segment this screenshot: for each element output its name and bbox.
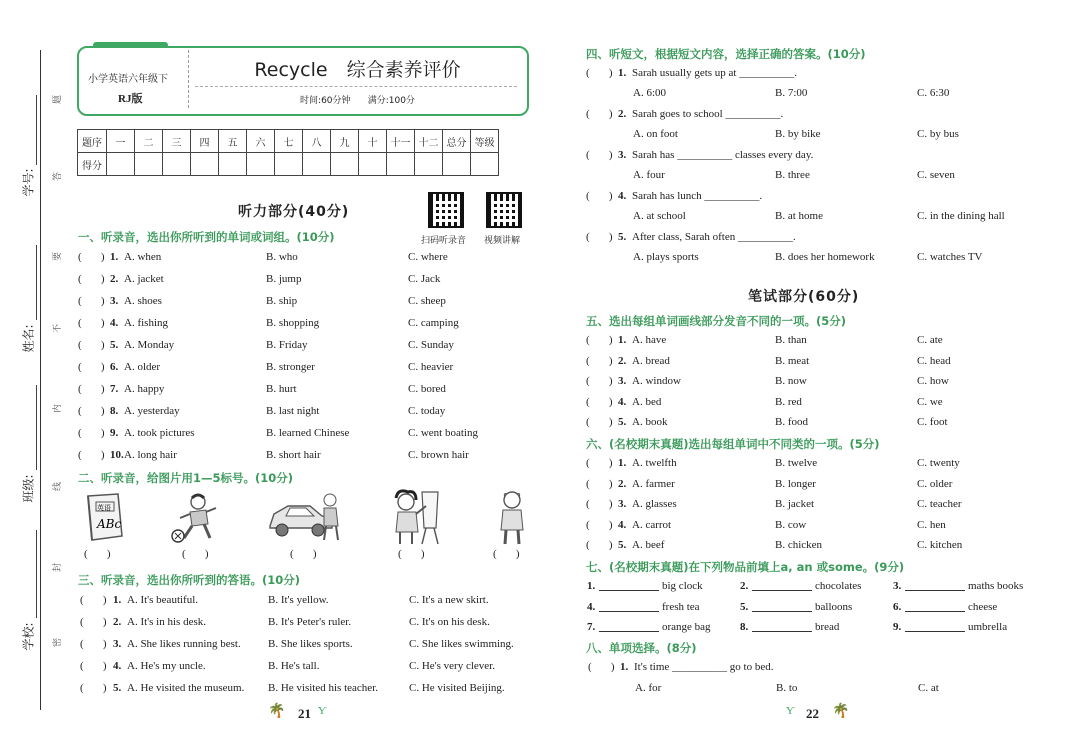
- fill-blank[interactable]: [752, 578, 812, 591]
- score-input[interactable]: [415, 153, 443, 176]
- answer-paren[interactable]: ( ): [586, 477, 613, 490]
- answer-paren[interactable]: ( ): [78, 273, 105, 285]
- palm-icon: 🌴: [268, 704, 286, 719]
- picture-answer-paren[interactable]: ( ): [398, 548, 425, 560]
- answer-paren[interactable]: ( ): [586, 518, 613, 531]
- question-number: 2.: [618, 477, 627, 490]
- question-text: After class, Sarah often __________.: [632, 231, 796, 243]
- score-input[interactable]: [275, 153, 303, 176]
- answer-paren[interactable]: ( ): [78, 339, 105, 351]
- question-number: 9.: [893, 621, 902, 633]
- option-a: A. happy: [124, 383, 165, 395]
- option-c: C. sheep: [408, 295, 446, 307]
- option-a: A. yesterday: [124, 405, 180, 417]
- option-a: A. long hair: [124, 449, 177, 461]
- answer-paren[interactable]: ( ): [80, 616, 107, 628]
- option-b: B. who: [266, 251, 298, 263]
- question-number: 4.: [618, 190, 627, 202]
- question-number: 6.: [893, 600, 902, 613]
- item-word: cheese: [968, 600, 998, 613]
- score-cell: 十二: [415, 130, 443, 153]
- question-number: 9.: [110, 427, 119, 439]
- question-number: 8.: [110, 405, 119, 417]
- picture-answer-paren[interactable]: ( ): [182, 548, 209, 560]
- section-3-title: 三、听录音，选出你所听到的答语。(10分): [78, 573, 301, 587]
- option-b: B. ship: [266, 295, 298, 307]
- score-cell: 一: [107, 130, 135, 153]
- item-word: chocolates: [815, 580, 862, 592]
- answer-paren[interactable]: ( ): [78, 295, 105, 307]
- answer-paren[interactable]: ( ): [586, 498, 613, 510]
- answer-paren[interactable]: ( ): [586, 539, 613, 551]
- question-number: 7.: [587, 621, 596, 633]
- score-label: 满分:100分: [367, 96, 415, 106]
- option-b: B. He's tall.: [268, 660, 320, 672]
- question-number: 8.: [740, 621, 749, 633]
- answer-paren[interactable]: ( ): [586, 231, 613, 243]
- option-a: A. at school: [633, 210, 686, 222]
- score-input[interactable]: [219, 153, 247, 176]
- answer-paren[interactable]: ( ): [78, 361, 105, 373]
- question-text: Sarah has __________ classes every day.: [632, 149, 814, 161]
- gutter-name: 姓名:: [21, 324, 36, 353]
- fill-blank[interactable]: [752, 599, 812, 612]
- gutter-blank-4[interactable]: [36, 530, 38, 618]
- gutter-mark: 密: [53, 637, 64, 648]
- answer-paren[interactable]: ( ): [588, 661, 615, 673]
- option-a: A. book: [632, 416, 668, 428]
- score-cell: 十: [359, 130, 387, 153]
- option-b: B. at home: [775, 210, 823, 222]
- football-boy-picture: [170, 492, 220, 544]
- option-a: A. farmer: [632, 477, 675, 490]
- option-c: C. 6:30: [917, 87, 950, 99]
- option-b: B. It's Peter's ruler.: [268, 616, 352, 628]
- question-number: 2.: [618, 108, 627, 120]
- picture-answer-paren[interactable]: ( ): [84, 548, 111, 560]
- palm-icon: 🌴: [832, 704, 850, 719]
- score-cell: 十一: [387, 130, 415, 153]
- item-word: orange bag: [662, 621, 711, 633]
- option-a: A. He's my uncle.: [127, 660, 206, 672]
- score-row-label: 得分: [78, 153, 107, 176]
- answer-paren[interactable]: ( ): [586, 67, 613, 79]
- question-number: 4.: [618, 518, 627, 531]
- option-c: C. twenty: [917, 457, 960, 469]
- option-a: A. plays sports: [633, 251, 699, 263]
- gutter-blank-1[interactable]: [36, 95, 38, 165]
- option-c: C. She likes swimming.: [409, 638, 514, 650]
- option-b: B. by bike: [775, 128, 821, 140]
- version-label: RJ版: [118, 93, 143, 105]
- section-7-title: 七、(名校期末真题)在下列物品前填上a, an 或some。(9分): [586, 560, 905, 574]
- option-a: A. bread: [632, 354, 670, 367]
- score-cell: 三: [163, 130, 191, 153]
- answer-paren[interactable]: ( ): [586, 334, 613, 346]
- washing-car-picture: [266, 492, 346, 542]
- gutter-line: [40, 50, 41, 710]
- option-a: A. have: [632, 334, 667, 346]
- option-b: B. food: [775, 416, 808, 428]
- score-table: [77, 129, 499, 176]
- gutter-mark: 答: [53, 171, 64, 182]
- item-word: balloons: [815, 600, 853, 613]
- written-title: 笔试部分(60分): [748, 289, 860, 305]
- fill-blank[interactable]: [905, 619, 965, 632]
- gutter-mark: 不: [53, 323, 64, 334]
- option-c: C. foot: [917, 416, 948, 428]
- option-c: C. He visited Beijing.: [409, 682, 505, 694]
- fill-blank[interactable]: [599, 578, 659, 591]
- fill-blank[interactable]: [599, 619, 659, 632]
- question-number: 1.: [618, 67, 627, 79]
- option-b: B. She likes sports.: [268, 638, 353, 650]
- item-word: umbrella: [968, 621, 1008, 633]
- option-c: C. how: [917, 375, 949, 387]
- question-number: 4.: [587, 600, 596, 613]
- item-word: bread: [815, 621, 840, 633]
- option-a: A. twelfth: [632, 457, 677, 469]
- option-a: A. It's in his desk.: [127, 616, 206, 628]
- question-number: 2.: [618, 354, 627, 367]
- grade-label: 小学英语六年级下: [88, 74, 168, 85]
- score-cell: 等级: [471, 130, 499, 153]
- section-2-title: 二、听录音，给图片用1—5标号。(10分): [78, 471, 294, 485]
- fill-blank[interactable]: [905, 578, 965, 591]
- question-number: 3.: [893, 580, 902, 592]
- score-input[interactable]: [303, 153, 331, 176]
- option-a: A. She likes running best.: [127, 638, 241, 650]
- question-number: 5.: [618, 416, 627, 428]
- fill-blank[interactable]: [599, 599, 659, 612]
- option-b: B. meat: [775, 354, 810, 367]
- score-cell: 二: [135, 130, 163, 153]
- option-c: C. heavier: [408, 361, 454, 373]
- answer-paren[interactable]: ( ): [586, 457, 613, 469]
- qr-code-audio[interactable]: [428, 192, 464, 228]
- option-a: A. He visited the museum.: [127, 682, 245, 694]
- option-c: C. today: [408, 405, 446, 417]
- header-dotline: [195, 86, 517, 87]
- question-number: 1.: [618, 457, 627, 469]
- question-number: 1.: [110, 251, 119, 263]
- score-input[interactable]: [191, 153, 219, 176]
- old-man-picture: [497, 490, 527, 546]
- score-input[interactable]: [163, 153, 191, 176]
- question-number: 1.: [620, 661, 629, 673]
- item-word: fresh tea: [662, 600, 700, 613]
- answer-paren[interactable]: ( ): [80, 682, 107, 694]
- section-6-title: 六、(名校期末真题)选出每组单词中不同类的一项。(5分): [586, 437, 880, 451]
- option-a: A. shoes: [124, 295, 162, 307]
- question-number: 6.: [110, 361, 119, 373]
- score-input[interactable]: [359, 153, 387, 176]
- option-b: B. now: [775, 375, 807, 387]
- question-number: 5.: [740, 600, 749, 613]
- item-word: big clock: [662, 580, 703, 592]
- option-a: A. carrot: [632, 518, 672, 531]
- score-input[interactable]: [331, 153, 359, 176]
- option-b: B. Friday: [266, 339, 308, 351]
- question-text: Sarah has lunch __________.: [632, 190, 763, 202]
- option-c: C. we: [917, 395, 943, 408]
- question-number: 5.: [618, 231, 627, 243]
- option-c: C. ate: [917, 334, 943, 346]
- option-c: C. bored: [408, 383, 446, 395]
- book-picture: [84, 492, 124, 542]
- option-a: A. It's beautiful.: [127, 594, 199, 606]
- answer-paren[interactable]: ( ): [80, 594, 107, 606]
- question-number: 3.: [113, 638, 122, 650]
- score-input[interactable]: [135, 153, 163, 176]
- option-c: C. where: [408, 251, 448, 263]
- answer-paren[interactable]: ( ): [586, 375, 613, 387]
- question-number: 4.: [110, 317, 119, 329]
- option-b: B. short hair: [266, 449, 321, 461]
- gutter-mark: 封: [53, 562, 64, 573]
- option-a: A. for: [635, 682, 662, 694]
- option-a: A. glasses: [632, 498, 677, 510]
- option-c: C. Sunday: [408, 339, 454, 351]
- question-number: 3.: [618, 498, 627, 510]
- picture-answer-paren[interactable]: ( ): [290, 548, 317, 560]
- section-4-title: 四、听短文，根据短文内容，选择正确的答案。(10分): [586, 47, 866, 61]
- fill-blank[interactable]: [752, 619, 812, 632]
- question-number: 3.: [110, 295, 119, 307]
- gutter-class: 班级:: [21, 474, 36, 503]
- qr-caption-audio: 扫码听录音: [421, 236, 467, 246]
- gutter-mark: 要: [53, 251, 64, 262]
- exam-meta: [190, 93, 525, 106]
- page-number-left: 21: [298, 706, 311, 721]
- option-a: A. took pictures: [124, 427, 195, 439]
- option-a: A. Monday: [124, 339, 175, 351]
- option-b: B. jacket: [775, 498, 815, 510]
- answer-paren[interactable]: ( ): [586, 149, 613, 161]
- option-a: A. beef: [632, 539, 665, 551]
- option-a: A. four: [633, 169, 665, 181]
- answer-paren[interactable]: ( ): [78, 383, 105, 395]
- option-c: C. brown hair: [408, 449, 469, 461]
- score-cell: 题序: [78, 130, 107, 153]
- score-input[interactable]: [247, 153, 275, 176]
- question-number: 1.: [618, 334, 627, 346]
- score-input[interactable]: [443, 153, 471, 176]
- option-b: B. to: [776, 682, 798, 694]
- option-b: B. hurt: [266, 383, 297, 395]
- listening-title: 听力部分(40分): [238, 204, 350, 220]
- option-c: C. seven: [917, 169, 955, 181]
- option-a: A. fishing: [124, 317, 168, 329]
- answer-paren[interactable]: ( ): [78, 405, 105, 417]
- fill-blank[interactable]: [905, 599, 965, 612]
- question-number: 7.: [110, 383, 119, 395]
- option-c: C. in the dining hall: [917, 210, 1005, 222]
- question-number: 3.: [618, 149, 627, 161]
- option-a: A. when: [124, 251, 162, 263]
- answer-paren[interactable]: ( ): [78, 251, 105, 263]
- gutter-blank-2[interactable]: [36, 245, 38, 320]
- question-number: 4.: [618, 395, 627, 408]
- answer-paren[interactable]: ( ): [78, 449, 105, 461]
- picture-answer-paren[interactable]: ( ): [493, 548, 520, 560]
- option-b: B. learned Chinese: [266, 427, 350, 439]
- answer-paren[interactable]: ( ): [586, 108, 613, 120]
- option-c: C. kitchen: [917, 539, 963, 551]
- option-b: B. last night: [266, 405, 320, 417]
- answer-paren[interactable]: ( ): [80, 660, 107, 672]
- page-title: Recycle 综合素养评价: [254, 59, 461, 81]
- section-8-title: 八、单项选择。(8分): [586, 641, 697, 655]
- score-input[interactable]: [107, 153, 135, 176]
- option-b: B. jump: [266, 273, 302, 285]
- question-text: It's time __________ go to bed.: [634, 661, 774, 673]
- score-cell: 四: [191, 130, 219, 153]
- option-c: C. older: [917, 477, 953, 490]
- option-c: C. It's on his desk.: [409, 616, 490, 628]
- answer-paren[interactable]: ( ): [586, 395, 613, 408]
- option-c: C. teacher: [917, 498, 962, 510]
- option-b: B. twelve: [775, 457, 818, 469]
- option-b: B. cow: [775, 518, 807, 531]
- option-b: B. It's yellow.: [268, 594, 329, 606]
- girl-painting-picture: [386, 488, 444, 546]
- qr-caption-video: 视频讲解: [484, 236, 521, 246]
- question-number: 1.: [113, 594, 122, 606]
- question-text: Sarah goes to school __________.: [632, 108, 784, 120]
- svg-text:英语: 英语: [97, 504, 111, 512]
- svg-text:ABc: ABc: [97, 517, 122, 531]
- gutter-student-id: 学号:: [21, 168, 36, 197]
- score-input[interactable]: [387, 153, 415, 176]
- question-number: 1.: [587, 580, 596, 592]
- option-b: B. does her homework: [775, 251, 875, 263]
- question-number: 2.: [110, 273, 119, 285]
- score-cell: 总分: [443, 130, 471, 153]
- option-b: B. longer: [775, 477, 816, 490]
- question-number: 10.: [110, 449, 124, 461]
- answer-paren[interactable]: ( ): [586, 354, 613, 367]
- option-b: B. than: [775, 334, 807, 346]
- score-cell: 五: [219, 130, 247, 153]
- question-number: 5.: [110, 339, 119, 351]
- time-label: 时间:60分钟: [300, 96, 351, 106]
- score-cell: 九: [331, 130, 359, 153]
- gutter-mark: 线: [53, 481, 64, 492]
- option-c: C. watches TV: [917, 251, 983, 263]
- question-number: 2.: [740, 580, 749, 592]
- section-1-title: 一、听录音，选出你所听到的单词或词组。(10分): [78, 230, 335, 244]
- option-a: A. 6:00: [633, 87, 666, 99]
- question-number: 5.: [618, 539, 627, 551]
- option-b: B. stronger: [266, 361, 315, 373]
- option-c: C. by bus: [917, 128, 959, 140]
- option-b: B. three: [775, 169, 810, 181]
- option-c: C. hen: [917, 518, 946, 531]
- score-cell: 六: [247, 130, 275, 153]
- gutter-mark: 内: [53, 403, 64, 414]
- question-number: 4.: [113, 660, 122, 672]
- score-cell: 七: [275, 130, 303, 153]
- score-table-row: [78, 153, 499, 176]
- question-number: 5.: [113, 682, 122, 694]
- answer-paren[interactable]: ( ): [78, 317, 105, 329]
- score-cell: 八: [303, 130, 331, 153]
- option-a: A. bed: [632, 395, 662, 408]
- option-c: C. It's a new skirt.: [409, 594, 489, 606]
- palm-icon: Ƴ: [786, 705, 795, 717]
- answer-paren[interactable]: ( ): [80, 638, 107, 650]
- option-c: C. He's very clever.: [409, 660, 495, 672]
- option-c: C. went boating: [408, 427, 478, 439]
- option-c: C. Jack: [408, 273, 441, 285]
- score-table-header: [78, 130, 499, 153]
- answer-paren[interactable]: ( ): [78, 427, 105, 439]
- question-number: 2.: [113, 616, 122, 628]
- option-c: C. at: [918, 682, 939, 694]
- option-a: A. jacket: [124, 273, 164, 285]
- option-b: B. shopping: [266, 317, 320, 329]
- section-5-title: 五、选出每组单词画线部分发音不同的一项。(5分): [586, 314, 847, 328]
- palm-icon: Ƴ: [318, 705, 327, 717]
- answer-paren[interactable]: ( ): [586, 190, 613, 202]
- option-a: A. window: [632, 375, 681, 387]
- gutter-school: 学校:: [21, 622, 36, 651]
- page-number-right: 22: [806, 706, 819, 721]
- option-b: B. chicken: [775, 539, 823, 551]
- option-b: B. 7:00: [775, 87, 808, 99]
- option-a: A. older: [124, 361, 161, 373]
- qr-code-video[interactable]: [486, 192, 522, 228]
- option-c: C. head: [917, 354, 951, 367]
- item-word: maths books: [968, 580, 1024, 592]
- gutter-blank-3[interactable]: [36, 385, 38, 470]
- option-b: B. red: [775, 395, 802, 408]
- option-c: C. camping: [408, 317, 459, 329]
- answer-paren[interactable]: ( ): [586, 416, 613, 428]
- score-input[interactable]: [471, 153, 499, 176]
- question-text: Sarah usually gets up at __________.: [632, 67, 797, 79]
- option-b: B. He visited his teacher.: [268, 682, 378, 694]
- gutter-mark: 题: [53, 94, 64, 105]
- option-a: A. on foot: [633, 128, 678, 140]
- question-number: 3.: [618, 375, 627, 387]
